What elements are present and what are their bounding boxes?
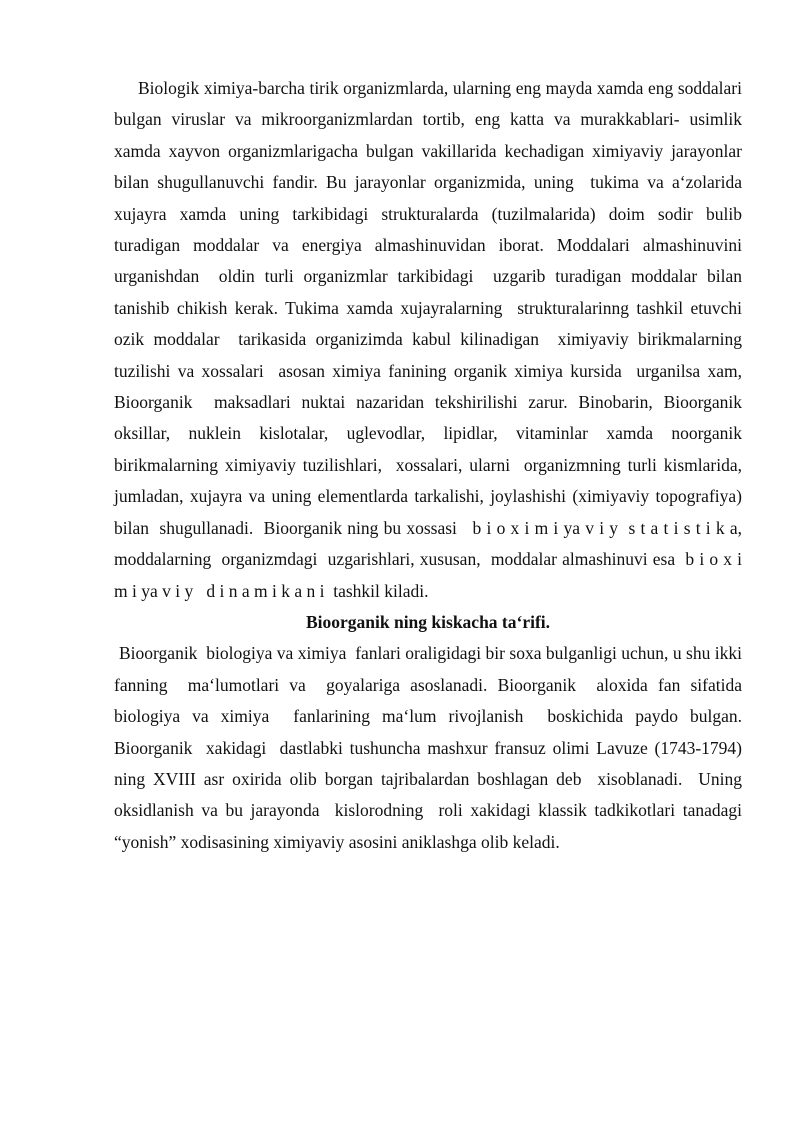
body-paragraph-intro: Biologik ximiya-barcha tirik organizmlarda, ularning eng mayda xamda eng soddalari bulgan viruslar va mikroorganizmlardan tortib, eng katta va murakkablari- usimlik xamda xayvon organizmlarigacha bulgan vakillarida kechadigan ximiyaviy jarayonlar bilan shugullanuvchi fandir. Bu jarayonlar organizmida, uning tukima va a‘zolarida xujayra xamda uning tarkibidagi strukturalarda (tuzilmalarida) doim sodir bulib turadigan moddalar va energiya almashinuvidan iborat. Moddalari almashinuvini urganishdan oldin turli organizmlar tarkibidagi uzgarib turadigan moddalar bilan tanishib chikish kerak. Tukima xamda xujayralarning strukturalarinng tashkil etuvchi ozik moddalar tarikasida organizimda kabul kilinadigan ximiyaviy birikmalarning tuzilishi va xossalari asosan ximiya fanining organik ximiya kursida urganilsa xam, Bioorganik maksadlari nuktai nazaridan tekshirilishi zarur. Binobarin, Bioorganik oksillar, nuklein kislotalar, uglevodlar, lipidlar, vitaminlar xamda noorganik birikmalarning ximiyaviy tuzilishlari, xossalari, ularni organizmning turli kismlarida, jumladan, xujayra va uning elementlarda tarkalishi, joylashishi (ximiyaviy topografiya) bilan shugullanadi. Bioorganik ning bu xossasi b i o x i m i ya v i y s t a t i s t i k a, moddalarning organizmdagi uzgarishlari, xususan, moddalar almashinuvi esa b i o x i m i ya v i y d i n a m i k a n i tashkil kiladi.	[114, 78, 756, 601]
body-paragraph-definition: Bioorganik biologiya va ximiya fanlari oraligidagi bir soxa bulganligi uchun, u shu ikki fanning ma‘lumotlari va goyalariga asoslanadi. Bioorganik aloxida fan sifatida biologiya va ximiya fanlarining ma‘lum rivojlanish boskichida paydo bulgan. Bioorganik xakidagi dastlabki tushuncha mashxur fransuz olimi Lavuze (1743-1794) ning XVIII asr oxirida olib borgan tajribalardan boshlagan deb xisoblanadi. Uning oksidlanish va bu jarayonda kislorodning roli xakidagi klassik tadkikotlari tanadagi “yonish” xodisasining ximiyaviy asosini aniklashga olib keladi.	[114, 643, 751, 852]
section-heading: Bioorganik ning kiskacha ta‘rifi.	[305, 611, 551, 632]
document-page	[114, 73, 756, 858]
